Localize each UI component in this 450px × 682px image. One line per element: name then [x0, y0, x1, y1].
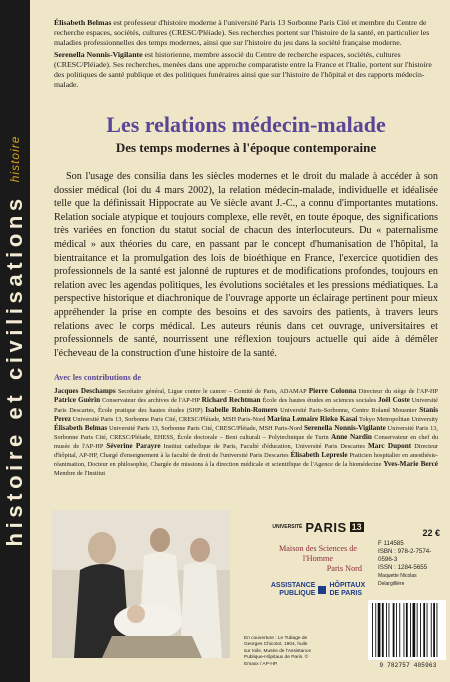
- book-title: Les relations médecin-malade: [106, 112, 386, 137]
- author-name: Serenella Nonnis-Vigilante: [54, 50, 143, 59]
- barcode-bar: [431, 603, 432, 657]
- contributor-name: Jacques Deschamps: [54, 387, 116, 396]
- barcode-bar: [427, 603, 428, 657]
- barcode-bar: [396, 603, 397, 657]
- contributor-role: Université Paris 13, Sorbonne Paris Cité, CRESC/Pléiade, MSH Paris-Nord: [71, 415, 268, 423]
- author-name: Élisabeth Belmas: [54, 18, 112, 27]
- barcode-bar: [420, 603, 421, 657]
- contributions-heading: Avec les contributions de: [54, 373, 141, 383]
- contributor-name: Stanis Perez: [54, 405, 438, 423]
- contributor-role: Secrétaire général, Ligue contre le cancer – Comité de Paris, ADAMAP: [115, 388, 309, 396]
- spine-text: [0, 0, 30, 682]
- contributor-role: Conservateur des archives de l'AP-HP: [100, 397, 202, 405]
- contributor-role: Université Paris 13, Sorbonne Paris Cité, CRESC/Pléiade, EHESS, École doctorale – Beni culturali – Polytechnique de Turin: [54, 424, 438, 441]
- author-bio-text: est professeur d'histoire moderne à l'université Paris 13 Sorbonne Paris Cité et membre du Centre de recherche espaces, sociétés, cultures (CRESC/Pléiade). Ses recherches portent sur l'histoire de la santé, en particulier les maladies professionnelles des temps modernes, ainsi que sur l'histoire du jeu dans la société française moderne.: [54, 18, 430, 47]
- aphp-square-icon: [318, 586, 326, 594]
- university-logo: UNIVERSITÉ PARIS 13: [272, 519, 362, 535]
- barcode-number: 9 782757 405963: [379, 662, 437, 669]
- contributor-name: Richard Rechtman: [201, 396, 261, 405]
- cover-caption: En couverture : Le Tubage de Georges Chicotot, 1904, huile sur toile, Musée de l'Assistance Publique-Hôpitaux de Paris. © Emaxx / AP-HP.: [244, 636, 312, 667]
- barcode-bar: [404, 603, 405, 657]
- aphp-logo: ASSISTANCE PUBLIQUE HÔPITAUX DE PARIS: [270, 582, 366, 597]
- contributor-role: Tokyo Metropolitan University: [357, 415, 439, 423]
- contributor-role: Université Paris-Sorbonne, Centre Roland Mousnier: [277, 406, 420, 414]
- contributors-list: [54, 387, 438, 478]
- barcode-bar: [399, 603, 400, 657]
- series-subtitle: histoire: [8, 135, 22, 183]
- contributor-name: Élisabeth Belmas: [54, 423, 108, 432]
- barcode-bar: [413, 603, 416, 657]
- blurb-text: Son l'usage des consilia dans les siècles modernes et le droit du malade à accéder à son dossier médical (loi du 4 mars 2002), la relation médecin-malade, individuelle et idéalisée telle que la définissait Hippocrate au Ve siècle avant J.-C., a connu d'importantes mutations. Relation sociale atypique et toujours complexe, elle revêt, en toute époque, des significations très variées en fonction du statut social de chacun des interlocuteurs. Du « paternalisme médical » aux théories du care, en passant par le concept d'humanisation de l'hôpital, la bientraitance et la promulgation des lois de bioéthique en France, l'exercice quotidien des professionnels de la santé est jalonné de ruptures et de modifications profondes, toujours en relation avec les agendas politiques, les évolutions sociétales et les pressions médiatiques. La perspective historique et diachronique de l'ouvrage apporte un éclairage pertinent pour mieux appréhender la prise en compte des besoins et des savoirs des patients, à travers leurs relations avec le corps médical. Les auteurs réunis dans cet ouvrage, universitaires et professionnels de santé, nourrissent une réflexion toujours actuelle qui aide à démêler l'écheveau de la construction d'une histoire de la santé.: [54, 171, 438, 359]
- contributor-name: Yves-Marie Bercé: [383, 460, 439, 469]
- contributor-role: Directeur d'hôpital, AP-HP, Chargé d'enseignement à la faculté de droit de l'université Paris Descartes: [54, 442, 438, 459]
- barcode-bar: [417, 603, 418, 657]
- barcode-bar: [386, 603, 387, 657]
- painting-illustration: [52, 510, 230, 658]
- contributor-role: Institut catholique de Paris, Faculté d'éducation, Université Paris Descartes: [160, 442, 368, 450]
- contributor-name: Rieko Kasai: [319, 414, 358, 423]
- contributor-role: Praticien hospitalier en anesthésie-réanimation, Docteur en philosophie, Chargée de missions à la direction médicale et scientifique de l'Agence de la biomédecine: [54, 451, 438, 469]
- contributor-name: Pierre Colonna: [308, 387, 357, 396]
- author-bios: [54, 18, 438, 90]
- contributor-role: École des hautes études en sciences sociales: [260, 397, 379, 405]
- contributor-name: Patrice Guérin: [54, 396, 101, 405]
- contributor-name: Joël Coste: [378, 396, 410, 405]
- contributor-name: Marc Dupont: [367, 441, 412, 450]
- book-subtitle: Des temps modernes à l'époque contemporaine: [115, 140, 377, 155]
- contributor-name: Marina Lemaire: [267, 414, 319, 423]
- barcode: [368, 600, 446, 660]
- author-bio: [54, 18, 438, 48]
- contributor-name: Serenella Nonnis-Vigilante: [303, 423, 386, 432]
- barcode-bar: [378, 603, 381, 657]
- isbn-block: [378, 528, 444, 588]
- contributor-role: Université Paris Descartes, École pratique des hautes études (SHP): [54, 397, 438, 414]
- barcode-bar: [410, 603, 411, 657]
- contributor-name: Élisabeth Lepresle: [290, 450, 348, 459]
- contributor-role: Directeur du siège de l'AP-HP: [356, 388, 439, 396]
- cover-painting: [52, 510, 230, 658]
- contributor-role: Conservateur en chef du musée de l'AP-HP: [54, 433, 439, 450]
- author-bio-text: est historienne, membre associé du Centre de recherche espaces, sociétés, cultures (CRESC/Pléiade). Ses recherches, menées dans une approche comparatiste entre la France et l'Italie, portent sur l'histoire des politiques de santé publique et des politiques funéraires ainsi que sur l'histoire de l'hôpital et des rapports médecin-malade.: [54, 50, 432, 89]
- publisher-logos: [268, 518, 368, 598]
- barcode-bar: [389, 603, 390, 657]
- author-bio: [54, 50, 438, 90]
- contributor-role: Université Paris 13, Sorbonne Paris Cité, CRESC/Pléiade, MSH Paris-Nord: [107, 424, 304, 432]
- codes: F 114585 ISBN : 978-2-7574-0596-3 ISSN : 1284-5655 Maquette Nicolas Delargillière: [378, 540, 432, 587]
- barcode-bar: [437, 603, 438, 657]
- barcode-bars: [368, 600, 446, 660]
- barcode-bar: [423, 603, 425, 657]
- msh-logo-sub: Paris Nord: [326, 564, 362, 573]
- contributor-name: Séverine Parayre: [106, 441, 161, 450]
- barcode-bar: [372, 603, 373, 657]
- series-title: histoire et civilisations: [2, 194, 27, 547]
- barcode-bar: [433, 603, 435, 657]
- spine: [0, 0, 30, 682]
- main-content: [54, 18, 438, 478]
- barcode-bar: [406, 603, 408, 657]
- price: 22 €: [422, 528, 440, 538]
- barcode-bar: [375, 603, 376, 657]
- contributor-role: Membre de l'Institut: [54, 470, 106, 478]
- barcode-bar: [382, 603, 384, 657]
- contributor-name: Isabelle Robin-Romero: [205, 405, 278, 414]
- msh-logo: Maison des Sciences de l'Homme: [279, 544, 357, 563]
- contributor-name: Anne Nardin: [331, 432, 372, 441]
- barcode-bar: [393, 603, 395, 657]
